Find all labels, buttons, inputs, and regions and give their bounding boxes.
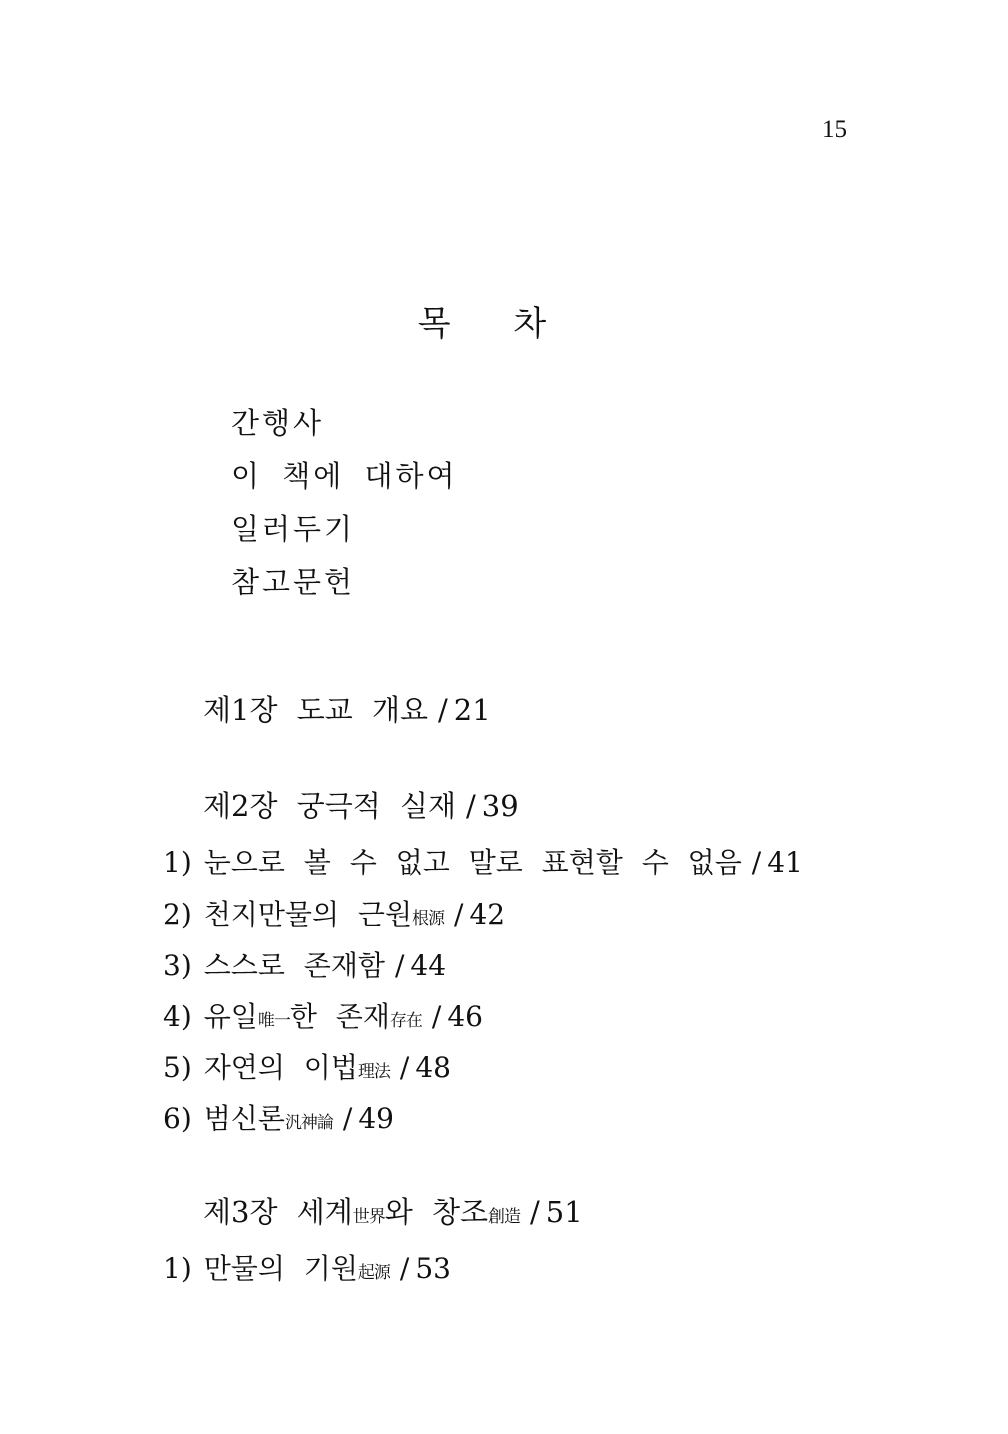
entry-2-6 [163, 1097, 394, 1137]
entry-3-1 [163, 1247, 451, 1287]
entry-hanja: 理法 [357, 1062, 390, 1082]
separator: / [466, 789, 476, 823]
entry-page: 42 [469, 898, 506, 931]
entry-2-4 [163, 995, 483, 1035]
front-item-notes: 일러두기 [231, 512, 356, 546]
chapter-page: 51 [545, 1195, 583, 1229]
entry-label: 눈으로 볼 수 없고 말로 표현할 수 없음 [203, 846, 742, 879]
entry-hanja-2: 存在 [389, 1011, 422, 1031]
chapter-label: 제3장 세계 [203, 1195, 353, 1229]
separator: / [399, 1051, 410, 1084]
entry-number: 2) [163, 898, 192, 931]
entry-number: 5) [163, 1051, 192, 1084]
entry-hanja: 唯一 [257, 1011, 290, 1031]
toc-title: 목 차 [417, 304, 573, 344]
entry-page: 44 [410, 949, 447, 982]
separator: / [399, 1252, 410, 1285]
chapter-2 [203, 784, 519, 825]
entry-number: 3) [163, 949, 192, 982]
entry-label-2: 한 존재 [289, 1000, 390, 1033]
separator: / [431, 1000, 442, 1033]
entry-hanja: 根源 [412, 909, 444, 929]
entry-2-1 [163, 841, 803, 881]
separator: / [437, 693, 448, 727]
entry-label: 만물의 기원 [203, 1252, 358, 1285]
entry-page: 48 [415, 1051, 451, 1084]
chapter-3 [203, 1190, 583, 1231]
separator: / [530, 1195, 540, 1229]
page-number: 15 [822, 116, 847, 143]
separator: / [394, 949, 405, 982]
entry-label: 천지만물의 근원 [203, 898, 412, 931]
entry-2-3 [163, 944, 446, 984]
entry-label: 자연의 이법 [203, 1051, 358, 1084]
entry-number: 4) [163, 1000, 192, 1033]
entry-number: 1) [163, 1252, 192, 1285]
entry-2-2 [163, 893, 505, 933]
entry-page: 46 [447, 1000, 483, 1033]
entry-hanja: 起源 [357, 1263, 390, 1283]
entry-label: 스스로 존재함 [203, 949, 385, 982]
chapter-page: 21 [453, 693, 491, 727]
front-item-about-book: 이 책에 대하여 [231, 459, 458, 493]
entry-2-5 [163, 1046, 451, 1086]
entry-page: 49 [358, 1102, 394, 1135]
front-item-references: 참고문헌 [231, 565, 356, 599]
entry-hanja: 汎神論 [284, 1113, 333, 1133]
separator: / [751, 846, 762, 879]
front-item-publisher-note: 간행사 [231, 406, 325, 440]
chapter-label: 제2장 궁극적 실재 [203, 789, 456, 823]
chapter-label-2: 와 창조 [384, 1195, 488, 1229]
chapter-label: 제1장 도교 개요 [203, 693, 428, 727]
entry-page: 53 [415, 1252, 451, 1285]
chapter-hanja: 世界 [352, 1207, 385, 1227]
chapter-1 [203, 688, 491, 729]
separator: / [342, 1102, 353, 1135]
entry-page: 41 [767, 846, 803, 879]
entry-number: 1) [163, 846, 192, 879]
chapter-hanja-2: 創造 [488, 1207, 520, 1227]
entry-number: 6) [163, 1102, 192, 1135]
entry-label: 유일 [203, 1000, 258, 1033]
chapter-page: 39 [481, 789, 519, 823]
separator: / [454, 898, 464, 931]
entry-label: 범신론 [203, 1102, 285, 1135]
